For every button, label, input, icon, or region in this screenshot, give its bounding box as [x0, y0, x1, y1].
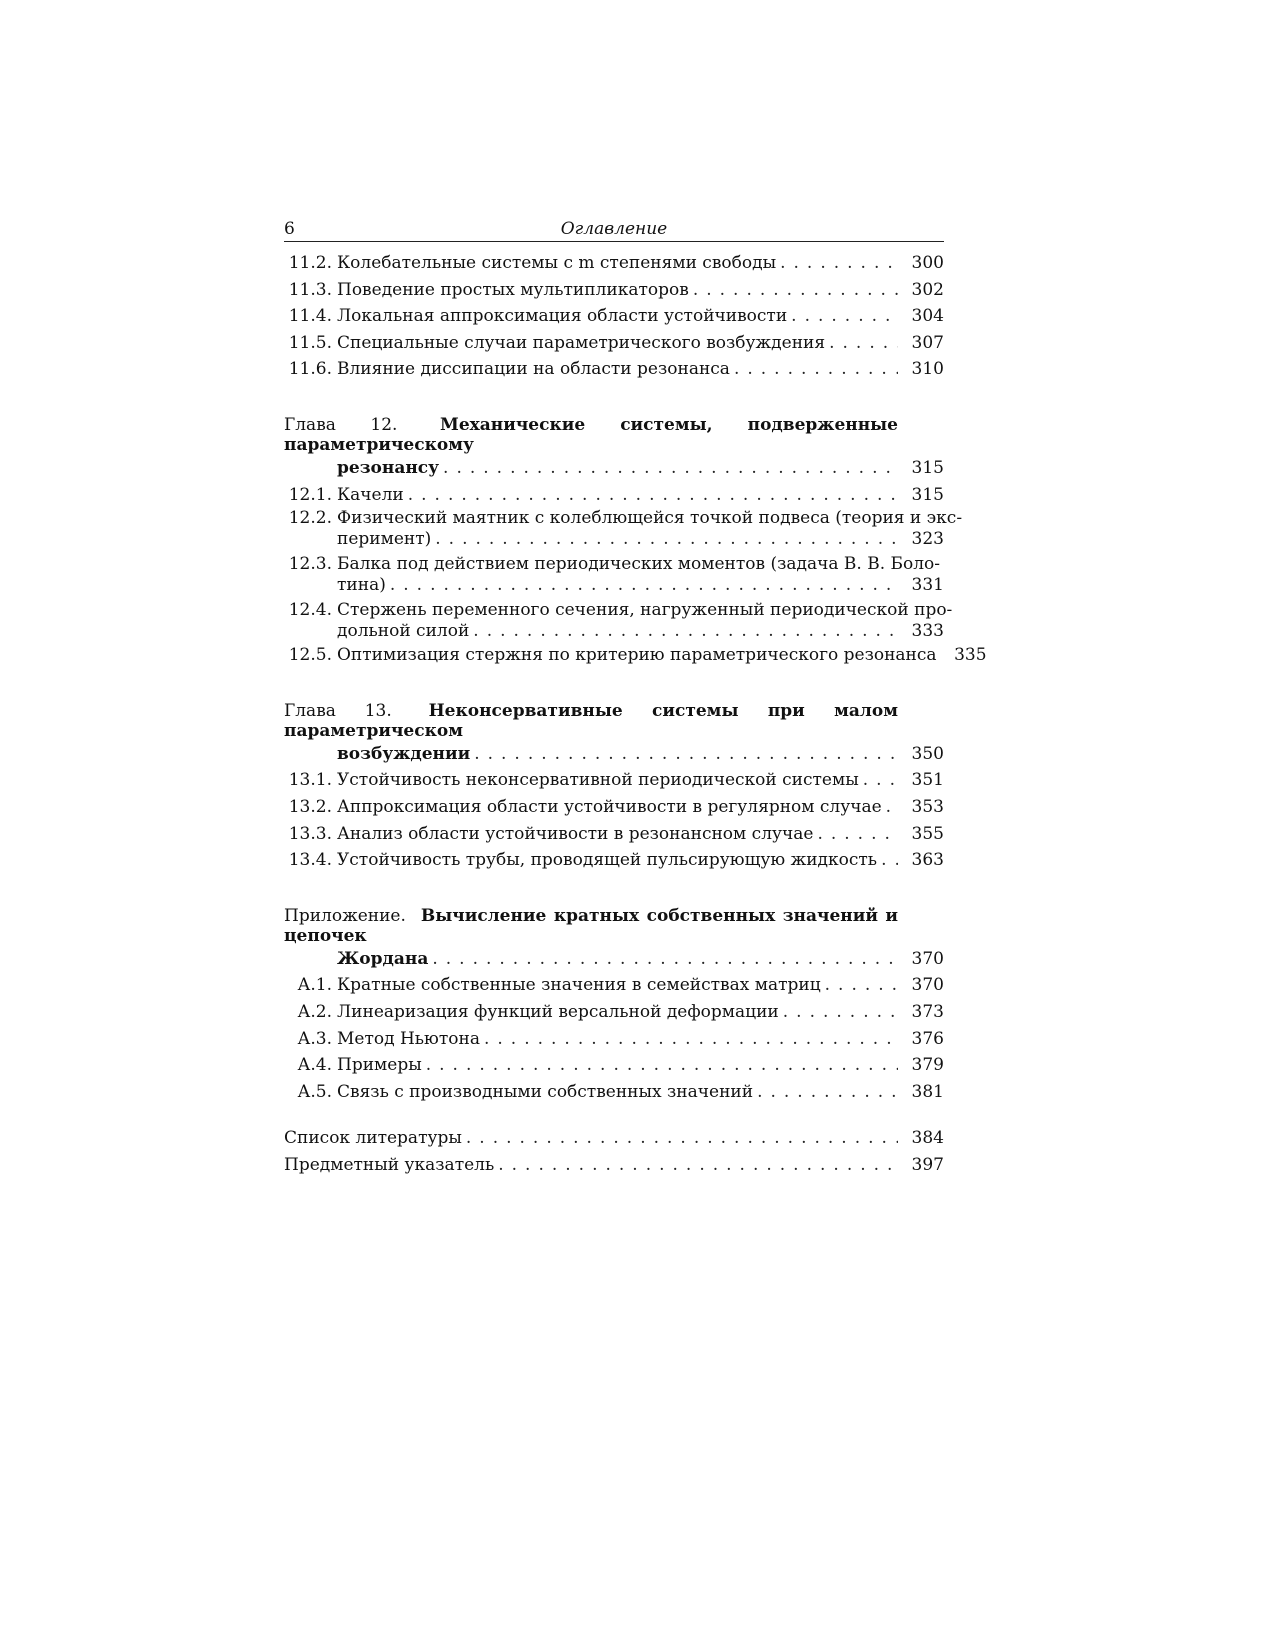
leader-dots — [734, 356, 898, 383]
leader-dots — [466, 1125, 898, 1152]
toc-entry[interactable] — [284, 356, 944, 383]
toc-entry-index[interactable] — [284, 1152, 944, 1179]
leader-dots — [473, 621, 898, 642]
chapter-13 — [284, 701, 944, 874]
leader-dots — [881, 847, 898, 874]
leader-dots — [780, 250, 898, 277]
chapter-title: Механические системы, подверженные параметрическому — [284, 414, 898, 455]
page-ref: 350 — [911, 743, 944, 764]
toc-entry[interactable] — [284, 455, 944, 482]
section-number: 11.2. — [288, 253, 332, 273]
section-number: 11.4. — [288, 306, 332, 327]
leader-dots — [886, 794, 898, 821]
page-ref: 307 — [911, 332, 944, 353]
leader-dots — [443, 455, 898, 482]
page-ref: 370 — [911, 975, 944, 996]
toc-entry[interactable] — [284, 821, 944, 848]
section-number: 11.5. — [288, 332, 332, 353]
chapter-heading[interactable] — [284, 701, 944, 741]
chapter-label: Глава 13. — [284, 700, 392, 721]
toc-entry[interactable] — [284, 508, 963, 550]
toc-entry[interactable] — [284, 600, 953, 642]
leader-dots — [863, 767, 898, 794]
page-ref: 373 — [911, 1001, 944, 1022]
section-number: 11.3. — [288, 279, 332, 300]
leader-dots — [432, 946, 898, 973]
leader-dots — [829, 330, 898, 357]
page-ref: 379 — [911, 1055, 944, 1076]
chapter-title: Неконсервативные системы при малом параметрическом — [284, 700, 898, 741]
section-number: 11.6. — [288, 359, 332, 380]
section-title: Аппроксимация области устойчивости в регулярном случае — [337, 796, 882, 817]
toc-entry[interactable] — [284, 1026, 944, 1053]
page-ref: 315 — [911, 484, 944, 505]
appendix-label: Приложение. — [284, 905, 406, 926]
section-number: 13.1. — [288, 770, 332, 791]
section-title-continuation: тина) — [337, 575, 386, 596]
leader-dots — [498, 1152, 898, 1179]
leader-dots — [435, 529, 898, 550]
page-number: 6 — [284, 219, 295, 239]
page-ref: 351 — [911, 770, 944, 791]
leader-dots — [390, 575, 898, 596]
running-header — [284, 205, 944, 242]
leader-dots — [783, 999, 898, 1026]
page-ref: 331 — [911, 575, 944, 596]
toc-entry[interactable] — [284, 794, 944, 821]
toc-entry[interactable] — [284, 999, 944, 1026]
toc-entry[interactable] — [284, 277, 944, 304]
toc-entry[interactable] — [284, 741, 944, 768]
page-ref: 376 — [911, 1028, 944, 1049]
page-ref: 384 — [911, 1128, 944, 1149]
section-title: Устойчивость трубы, проводящей пульсирующую жидкость — [337, 850, 878, 871]
section-number: А.1. — [297, 975, 332, 996]
section-title: Качели — [337, 484, 404, 505]
toc-entry[interactable] — [284, 303, 944, 330]
section-title-continuation: перимент) — [337, 529, 432, 550]
leader-dots — [817, 821, 898, 848]
section-title: Влияние диссипации на области резонанса — [337, 359, 730, 380]
toc-entry[interactable] — [284, 250, 944, 277]
section-title: Поведение простых мультипликаторов — [337, 279, 689, 300]
toc-entry[interactable] — [284, 972, 944, 999]
toc-entry[interactable] — [284, 330, 944, 357]
leader-dots — [757, 1079, 898, 1106]
page-ref: 315 — [911, 457, 944, 478]
page-ref: 304 — [911, 306, 944, 327]
leader-dots — [791, 303, 898, 330]
toc-entry[interactable] — [284, 642, 987, 669]
running-title: Оглавление — [560, 219, 668, 239]
toc-entry[interactable] — [284, 482, 944, 509]
section-title: Колебательные системы с m степенями свободы — [337, 253, 777, 273]
leader-dots — [693, 277, 898, 304]
page-ref: 381 — [911, 1081, 944, 1102]
section-title: Кратные собственные значения в семействах матриц — [337, 975, 821, 996]
section-title: Оптимизация стержня по критерию параметрического резонанса — [337, 645, 937, 666]
section-title: Балка под действием периодических моментов (задача В. В. Боло- — [337, 554, 941, 575]
appendix-title-continuation: Жордана — [337, 948, 429, 969]
section-title: Примеры — [337, 1055, 422, 1076]
chapter-title-continuation: резонансу — [337, 457, 440, 478]
section-title: Физический маятник с колеблющейся точкой подвеса (теория и экс- — [337, 508, 963, 529]
toc-entry[interactable] — [284, 946, 944, 973]
section-number: 12.1. — [288, 484, 332, 505]
entry-title: Предметный указатель — [284, 1154, 495, 1175]
entry-title: Список литературы — [284, 1128, 462, 1149]
section-title: Метод Ньютона — [337, 1028, 480, 1049]
leader-dots — [484, 1026, 898, 1053]
section-title: Анализ области устойчивости в резонансном случае — [337, 823, 814, 844]
leader-dots — [426, 1052, 898, 1079]
section-number: 13.4. — [288, 850, 332, 871]
page-ref: 323 — [911, 529, 944, 550]
section-number: 12.5. — [288, 645, 332, 666]
section-number: 13.2. — [288, 796, 332, 817]
appendix — [284, 906, 944, 1106]
toc-entry[interactable] — [284, 554, 944, 596]
section-number: 12.3. — [288, 554, 332, 575]
chapter-label: Глава 12. — [284, 414, 398, 435]
toc-entry-bibliography[interactable] — [284, 1125, 944, 1152]
chapter-title-continuation: возбуждении — [337, 743, 471, 764]
section-title: Стержень переменного сечения, нагруженный периодической про- — [337, 600, 953, 621]
section-number: А.5. — [297, 1081, 332, 1102]
toc-page — [284, 205, 987, 1178]
section-title-continuation: дольной силой — [337, 621, 470, 642]
toc-entry[interactable] — [284, 767, 944, 794]
section-title: Линеаризация функций версальной деформации — [337, 1001, 779, 1022]
section-title: Устойчивость неконсервативной периодической системы — [337, 770, 859, 791]
page-ref: 302 — [911, 279, 944, 300]
section-title: Связь с производными собственных значений — [337, 1081, 754, 1102]
chapter-12 — [284, 414, 987, 669]
leader-dots — [474, 741, 898, 768]
page-ref: 370 — [911, 948, 944, 969]
section-number: 12.4. — [288, 600, 332, 621]
leader-dots — [825, 972, 898, 999]
page-ref: 333 — [911, 621, 944, 642]
section-number: А.3. — [297, 1028, 332, 1049]
section-number: 12.2. — [288, 508, 332, 529]
section-number: А.4. — [297, 1055, 332, 1076]
page-ref: 363 — [911, 850, 944, 871]
page-ref: 310 — [911, 359, 944, 380]
toc-entry[interactable] — [284, 847, 944, 874]
section-title: Локальная аппроксимация области устойчивости — [337, 306, 788, 327]
page-ref: 355 — [911, 823, 944, 844]
section-title: Специальные случаи параметрического возбуждения — [337, 332, 826, 353]
leader-dots — [408, 482, 898, 509]
page-ref: 353 — [911, 796, 944, 817]
chapter-heading[interactable] — [284, 415, 944, 455]
page-ref: 300 — [911, 253, 944, 273]
toc-entry[interactable] — [284, 1079, 944, 1106]
appendix-heading[interactable] — [284, 906, 944, 946]
section-number: 13.3. — [288, 823, 332, 844]
toc-entry[interactable] — [284, 1052, 944, 1079]
page-ref: 335 — [954, 645, 987, 666]
section-number: А.2. — [297, 1001, 332, 1022]
page-ref: 397 — [911, 1154, 944, 1175]
appendix-title: Вычисление кратных собственных значений и цепочек — [284, 905, 899, 946]
